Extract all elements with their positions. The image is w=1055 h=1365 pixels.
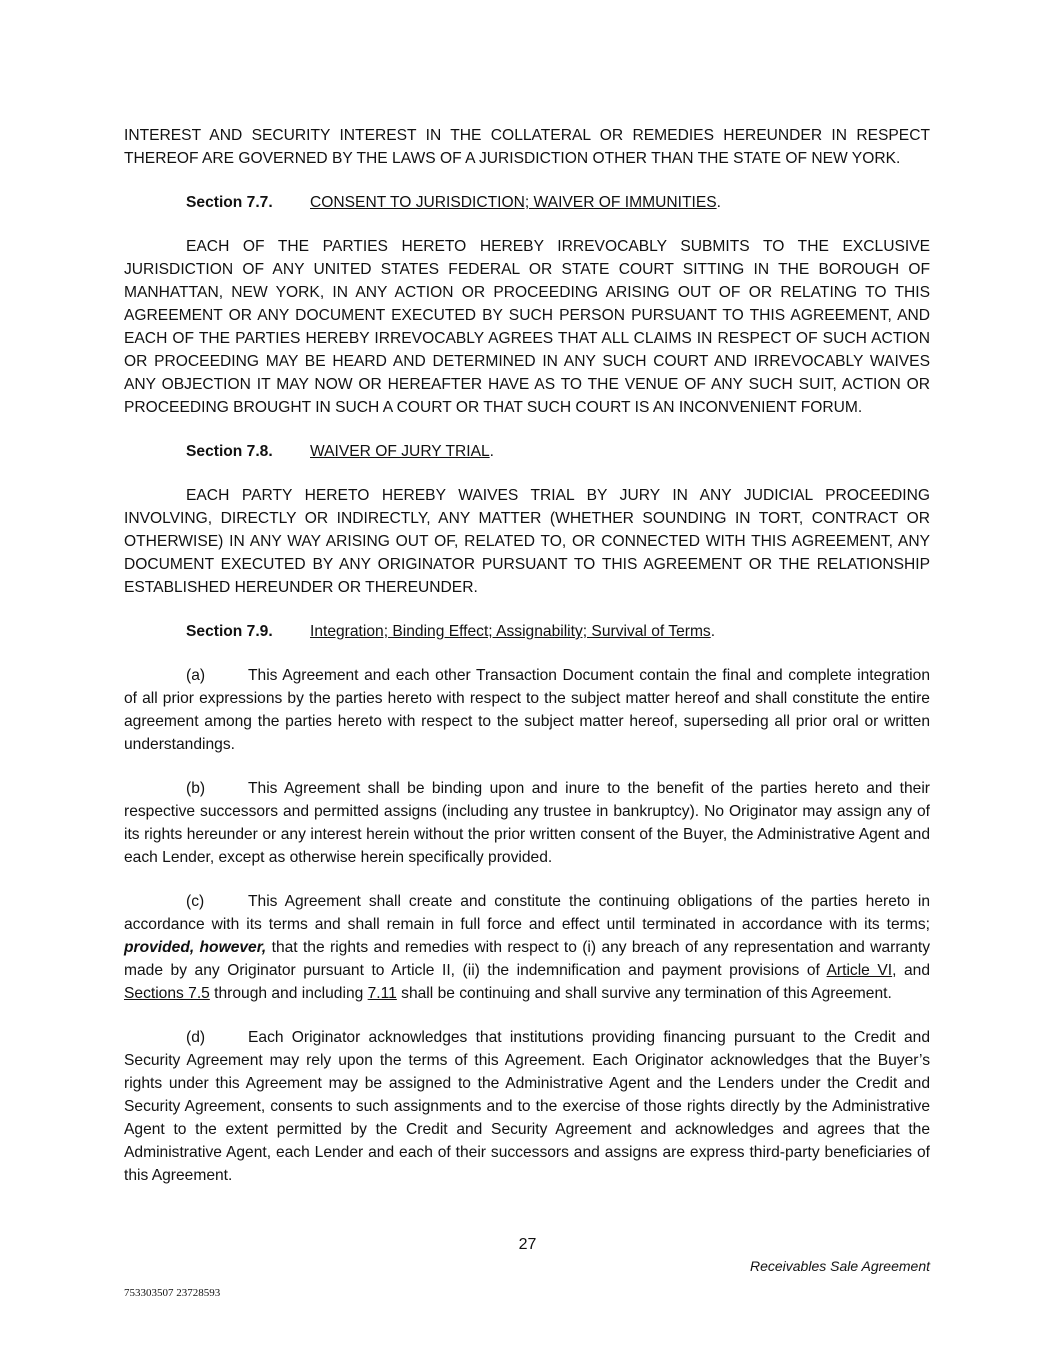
section-7-11-reference: 7.11 (367, 985, 397, 1002)
section-7-7-body: EACH OF THE PARTIES HERETO HEREBY IRREVOCABLY SUBMITS TO THE EXCLUSIVE JURISDICTION OF ANY UNITED STATES FEDERAL OR STATE COURT SITTING IN THE BOROUGH OF MANHATTAN, NEW YORK, IN ANY ACTION OR PROCEEDING ARISING OUT OF OR RELATING TO THIS AGREEMENT OR ANY DOCUMENT EXECUTED BY SUCH PERSON PURSUANT TO THIS AGREEMENT, AND EACH OF THE PARTIES HEREBY IRREVOCABLY AGREES THAT ALL CLAIMS IN RESPECT OF SUCH ACTION OR PROCEEDING MAY BE HEARD AND DETERMINED IN ANY SUCH COURT AND IRREVOCABLY WAIVES ANY OBJECTION IT MAY NOW OR HEREAFTER HAVE AS TO THE VENUE OF ANY SUCH SUIT, ACTION OR PROCEEDING BROUGHT IN SUCH A COURT OR THAT SUCH COURT IS AN INCONVENIENT FORUM. (124, 238, 930, 416)
clause-b (124, 777, 930, 869)
clause-text: This Agreement shall be binding upon and inure to the benefit of the parties hereto and their respective successors and permitted assigns (including any trustee in bankruptcy). No Originator may assign any of its rights hereunder or any interest herein without the prior written consent of the Buyer, the Administrative Agent and each Lender, except as otherwise herein specifically provided. (124, 780, 930, 866)
clause-label: (d) (186, 1029, 206, 1046)
clause-text: Each Originator acknowledges that institutions providing financing pursuant to the Credit and Security Agreement may rely upon the terms of this Agreement. Each Originator acknowledges that the Buyer’s rights under this Agreement may be assigned to the Administrative Agent and the Lenders under the Credit and Security Agreement, consents to such assignments and to the exercise of those rights directly by the Administrative Agent to the extent permitted by the Credit and Security Agreement and acknowledges and agrees that the Administrative Agent, each Lender and each of their successors and assigns are express third-party beneficiaries of this Agreement. (124, 1029, 930, 1184)
proviso-text: provided, however, (124, 939, 267, 956)
section-number: Section 7.7. (186, 194, 273, 211)
document-body (124, 124, 930, 1187)
clause-text: that the rights and remedies with respect to (i) any breach of any representation and warranty made by any Originator pursuant to Article II, (ii) the indemnification and payment provisions of (124, 939, 930, 979)
section-title: WAIVER OF JURY TRIAL (310, 443, 490, 460)
clause-text: This Agreement and each other Transaction Document contain the final and complete integration of all prior expressions by the parties hereto with respect to the subject matter hereof and shall constitute the entire agreement among the parties hereto with respect to the subject matter hereof, superseding all prior oral or written understandings. (124, 667, 930, 753)
clause-d (124, 1026, 930, 1187)
section-7-8-heading: Section 7.8. WAIVER OF JURY TRIAL. (186, 440, 930, 463)
intro-paragraph: INTEREST AND SECURITY INTEREST IN THE COLLATERAL OR REMEDIES HEREUNDER IN RESPECT THEREOF ARE GOVERNED BY THE LAWS OF A JURISDICTION OTHER THAN THE STATE OF NEW YORK. (124, 127, 930, 167)
clause-label: (a) (186, 667, 206, 684)
section-title: CONSENT TO JURISDICTION; WAIVER OF IMMUNITIES (310, 194, 717, 211)
clause-a (124, 664, 930, 756)
section-7-8-body: EACH PARTY HERETO HEREBY WAIVES TRIAL BY JURY IN ANY JUDICIAL PROCEEDING INVOLVING, DIRECTLY OR INDIRECTLY, ANY MATTER (WHETHER SOUNDING IN TORT, CONTRACT OR OTHERWISE) IN ANY WAY ARISING OUT OF, RELATED TO, OR CONNECTED WITH THIS AGREEMENT, ANY DOCUMENT EXECUTED BY ANY ORIGINATOR PURSUANT TO THIS AGREEMENT OR THE RELATIONSHIP ESTABLISHED HEREUNDER OR THEREUNDER. (124, 487, 930, 596)
section-number: Section 7.8. (186, 443, 273, 460)
page-number: 27 (518, 1236, 537, 1253)
document-id: 753303507 23728593 (124, 1287, 221, 1299)
clause-text: This Agreement shall create and constitute the continuing obligations of the parties hereto in accordance with its terms and shall remain in full force and effect until terminated in accordance with its terms; (124, 893, 930, 933)
section-7-9-heading: Section 7.9. Integration; Binding Effect; Assignability; Survival of Terms. (186, 620, 930, 643)
clause-label: (c) (186, 893, 205, 910)
sections-reference: Sections 7.5 (124, 985, 210, 1002)
clause-text: , and (892, 962, 931, 979)
section-title: Integration; Binding Effect; Assignability; Survival of Terms (310, 623, 711, 640)
article-vi-reference: Article VI (826, 962, 893, 979)
clause-label: (b) (186, 780, 206, 797)
footer-document-title: Receivables Sale Agreement (749, 1258, 930, 1274)
clause-text: shall be continuing and shall survive any termination of this Agreement. (396, 985, 892, 1002)
clause-text: through and including (209, 985, 368, 1002)
clause-c (124, 890, 930, 1005)
section-7-7-heading: Section 7.7. CONSENT TO JURISDICTION; WAIVER OF IMMUNITIES. (186, 191, 930, 214)
section-number: Section 7.9. (186, 623, 273, 640)
